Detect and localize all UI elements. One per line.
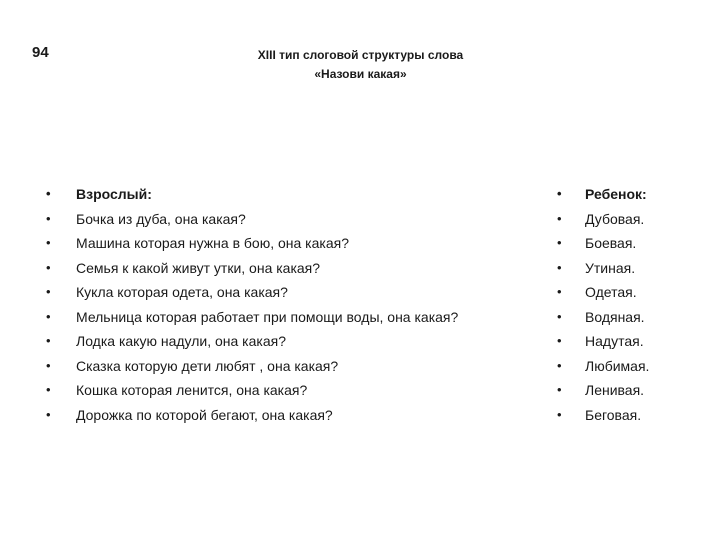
bullet-icon: • <box>46 235 51 250</box>
list-item <box>557 378 697 403</box>
question-text: Мельница которая работает при помощи воды, она какая? <box>76 308 459 325</box>
bullet-icon: • <box>46 406 51 422</box>
bullet-icon: • <box>46 333 51 348</box>
answer-text: Водяная. <box>585 308 645 325</box>
question-text: Лодка какую надули, она какая? <box>76 333 286 349</box>
list-item <box>557 329 697 354</box>
list-item <box>46 256 516 281</box>
list-item <box>557 403 697 428</box>
answer-text: Дубовая. <box>585 210 645 227</box>
child-header: Ребенок: <box>585 186 647 202</box>
child-answers-list <box>557 182 697 427</box>
question-text: Бочка из дуба, она какая? <box>76 210 246 227</box>
answer-text: Боевая. <box>585 235 637 251</box>
bullet-icon: • <box>46 382 51 397</box>
question-text: Дорожка по которой бегают, она какая? <box>76 406 333 423</box>
list-item <box>557 354 697 379</box>
list-item <box>46 354 516 379</box>
question-text: Семья к какой живут утки, она какая? <box>76 259 321 276</box>
bullet-icon: • <box>557 308 562 324</box>
list-item <box>557 305 697 330</box>
adult-header: Взрослый: <box>76 186 152 202</box>
bullet-icon: • <box>557 186 562 201</box>
title-line-1: XIII тип слоговой структуры слова <box>257 48 464 62</box>
bullet-icon: • <box>46 308 51 324</box>
answer-text: Утиная. <box>585 259 636 276</box>
bullet-icon: • <box>557 333 562 348</box>
list-item <box>46 305 516 330</box>
bullet-icon: • <box>46 186 51 201</box>
bullet-icon: • <box>557 406 562 422</box>
answer-text: Любимая. <box>585 357 650 374</box>
answer-text: Надутая. <box>585 333 644 349</box>
bullet-icon: • <box>46 357 51 373</box>
list-item <box>46 329 516 354</box>
answer-text: Ленивая. <box>585 382 645 398</box>
bullet-icon: • <box>557 382 562 397</box>
list-item <box>46 403 516 428</box>
list-item <box>46 207 516 232</box>
bullet-icon: • <box>557 259 562 275</box>
child-header-item <box>557 182 697 207</box>
bullet-icon: • <box>46 259 51 275</box>
bullet-icon: • <box>46 210 51 226</box>
adult-header-item <box>46 182 516 207</box>
list-item <box>557 256 697 281</box>
question-text: Кукла которая одета, она какая? <box>76 284 288 300</box>
bullet-icon: • <box>557 357 562 373</box>
list-item <box>557 207 697 232</box>
bullet-icon: • <box>557 210 562 226</box>
answer-text: Беговая. <box>585 406 642 423</box>
question-text: Машина которая нужна в бою, она какая? <box>76 235 349 251</box>
list-item <box>557 280 697 305</box>
list-item <box>46 378 516 403</box>
question-text: Сказка которую дети любят , она какая? <box>76 357 339 374</box>
bullet-icon: • <box>46 284 51 299</box>
list-item <box>46 231 516 256</box>
answer-text: Одетая. <box>585 284 637 300</box>
title-block <box>0 46 720 84</box>
page-number: 94 <box>32 44 49 61</box>
title-line-2: «Назови какая» <box>314 67 407 81</box>
bullet-icon: • <box>557 284 562 299</box>
bullet-icon: • <box>557 235 562 250</box>
list-item <box>557 231 697 256</box>
list-item <box>46 280 516 305</box>
adult-questions-list <box>46 182 516 427</box>
question-text: Кошка которая ленится, она какая? <box>76 382 308 398</box>
